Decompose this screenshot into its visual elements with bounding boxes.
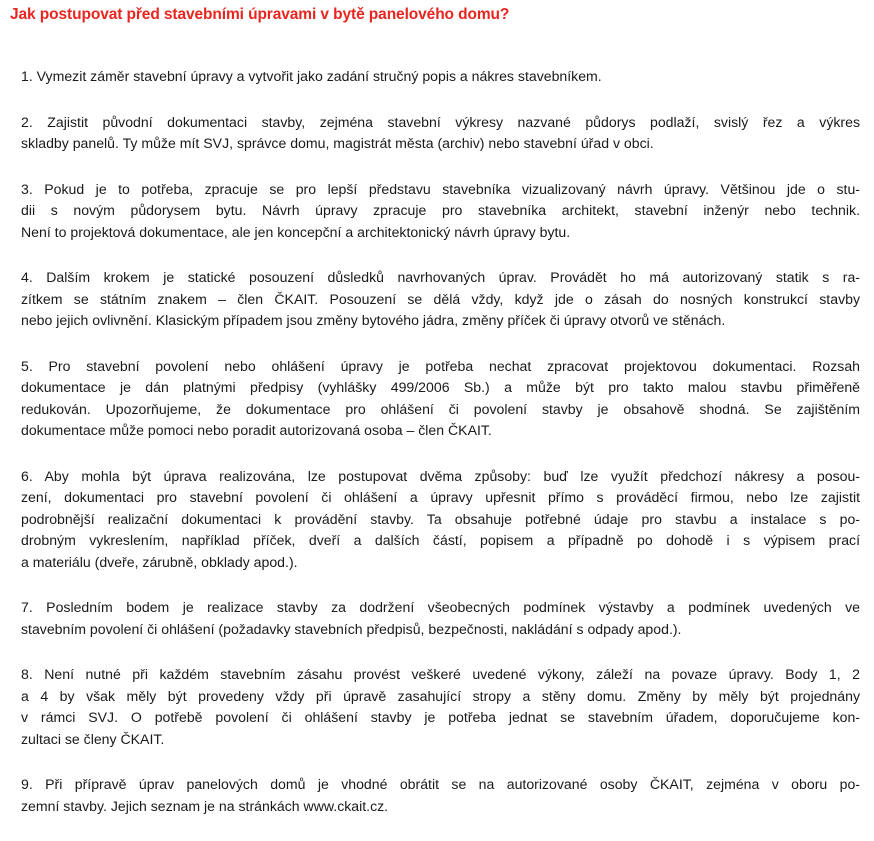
paragraph-line: stavebním povolení či ohlášení (požadavky stavebních předpisů, bezpečnosti, nakládání s odpady apod.). [21, 620, 682, 637]
paragraph-line: zítkem se státním znakem – člen ČKAIT. Posouzení se dělá vždy, když jde o zásah do nosných konstrukcí stavby [21, 290, 860, 307]
paragraph-line: a materiálu (dveře, zárubně, obklady apod.). [21, 553, 298, 570]
paragraph-line: 3. Pokud je to potřeba, zpracuje se pro lepší představu stavebníka vizualizovaný návrh úpravy. Většinou jde o stu- [21, 180, 860, 197]
paragraph-line: drobným vykreslením, například příček, dveří a dalších částí, popisem a případně po dohodě i s výpisem prací [21, 532, 860, 548]
paragraph-line: a 4 by však měly být provedeny vždy při úpravě zasahující stropy a stěny domu. Změny by měly být projednány [21, 687, 860, 704]
paragraph-line: 6. Aby mohla být úprava realizována, lze postupovat dvěma způsoby: buď lze využít předchozí nákresy a posou- [21, 467, 860, 484]
paragraph-line: 2. Zajistit původní dokumentaci stavby, zejména stavební výkresy nazvané půdorys podlaží, svislý řez a výkres [21, 113, 860, 130]
paragraph-line: Není to projektová dokumentace, ale jen koncepční a architektonický návrh úpravy bytu. [21, 223, 571, 240]
paragraph-line: 4. Dalším krokem je statické posouzení důsledků navrhovaných úprav. Provádět ho má autorizovaný statik s ra- [21, 269, 860, 285]
paragraph-line: dii s novým půdorysem bytu. Návrh úpravy zpracuje pro stavebníka architekt, stavební inženýr nebo technik. [21, 202, 860, 218]
paragraph-line: 7. Posledním bodem je realizace stavby za dodržení všeobecných podmínek výstavby a podmínek uvedených ve [21, 599, 860, 615]
paragraph-line: dokumentace je dán platnými předpisy (vyhlášky 499/2006 Sb.) a může být pro takto malou stavbu přiměřeně [21, 379, 860, 395]
paragraph-9 [21, 774, 860, 817]
paragraph-7 [21, 597, 860, 640]
paragraph-line: skladby panelů. Ty může mít SVJ, správce domu, magistrát města (archiv) nebo stavební úřad v obci. [21, 135, 654, 151]
article-title: Jak postupovat před stavebními úpravami v bytě panelového domu? [10, 6, 510, 23]
paragraph-8 [21, 664, 860, 750]
paragraph-line: nebo jejich ovlivnění. Klasickým případem jsou změny bytového jádra, změny příček či úpravy otvorů ve stěnách. [21, 312, 726, 328]
paragraph-5 [21, 356, 860, 442]
article-body [21, 66, 860, 841]
paragraph-line: redukován. Upozorňujeme, že dokumentace pro ohlášení či povolení stavby je obsahově shodná. Se zajištěním [21, 400, 860, 417]
paragraph-1 [21, 66, 860, 88]
paragraph-3 [21, 179, 860, 244]
paragraph-line: zultaci se členy ČKAIT. [21, 730, 165, 747]
paragraph-line: zemní stavby. Jejich seznam je na stránkách www.ckait.cz. [21, 797, 389, 814]
paragraph-line: v rámci SVJ. O potřebě povolení či ohlášení stavby je potřeba jednat se stavebním úřadem, doporučujeme kon- [21, 709, 860, 725]
paragraph-line: zení, dokumentaci pro stavební povolení či ohlášení a úpravy upřesnit přímo s prováděcí firmou, nebo lze zajistit [21, 489, 860, 505]
paragraph-2 [21, 112, 860, 155]
paragraph-line: 1. Vymezit záměr stavební úpravy a vytvořit jako zadání stručný popis a nákres stavebníkem. [21, 68, 602, 84]
paragraph-4 [21, 267, 860, 332]
paragraph-line: 5. Pro stavební povolení nebo ohlášení úpravy je potřeba nechat zpracovat projektovou dokumentaci. Rozsah [21, 357, 860, 374]
paragraph-line: 8. Není nutné při každém stavebním zásahu provést veškeré uvedené výkony, záleží na povaze úpravy. Body 1, 2 [21, 666, 860, 682]
paragraph-6 [21, 466, 860, 574]
paragraph-line: dokumentace může pomoci nebo poradit autorizovaná osoba – člen ČKAIT. [21, 422, 492, 438]
paragraph-line: 9. Při přípravě úprav panelových domů je vhodné obrátit se na autorizované osoby ČKAIT, zejména v oboru po- [21, 776, 860, 792]
paragraph-line: podrobnější realizační dokumentaci k provádění stavby. Ta obsahuje potřebné údaje pro stavbu a instalace s po- [21, 510, 860, 527]
